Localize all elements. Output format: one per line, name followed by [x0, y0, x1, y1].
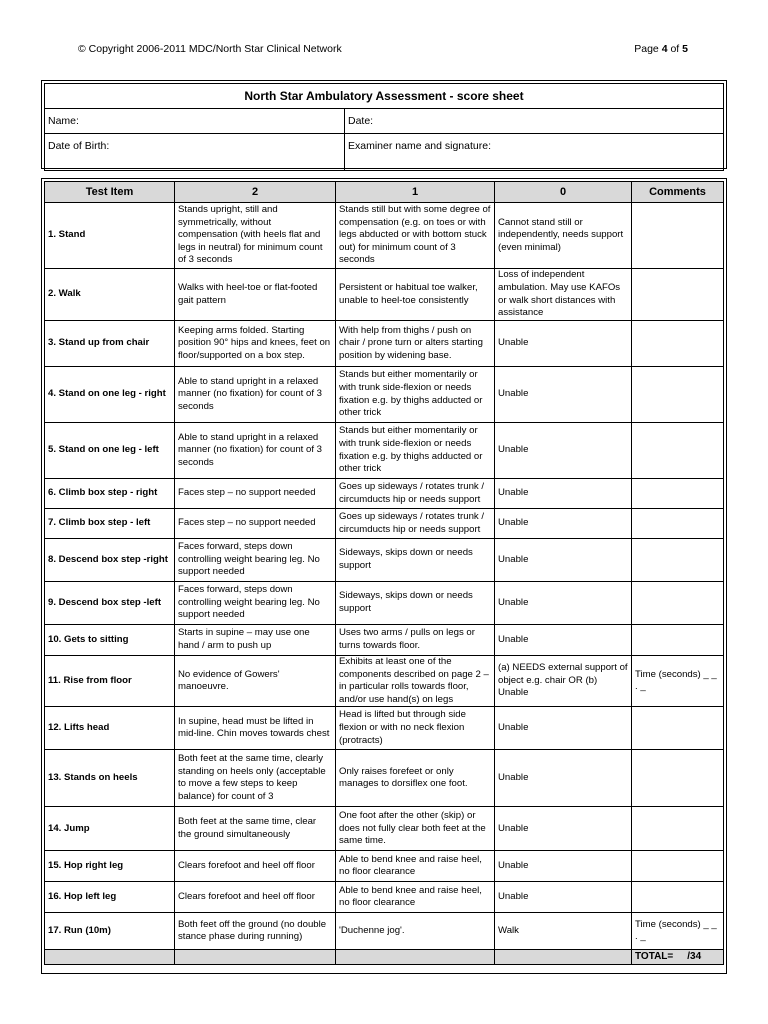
test-item-name: 13. Stands on heels [45, 750, 175, 807]
score-row [45, 321, 724, 367]
score-0-criteria[interactable]: Unable [495, 539, 632, 582]
total-blank [45, 950, 175, 965]
score-0-criteria[interactable]: Cannot stand still or independently, needs support (even minimal) [495, 203, 632, 269]
total-blank [336, 950, 495, 965]
score-2-criteria[interactable]: In supine, head must be lifted in mid-line. Chin moves towards chest [175, 707, 336, 750]
page-current: 4 [661, 43, 668, 55]
test-item-name: 1. Stand [45, 203, 175, 269]
score-row [45, 539, 724, 582]
score-1-criteria[interactable]: Head is lifted but through side flexion or with no neck flexion (protracts) [336, 707, 495, 750]
total-blank [175, 950, 336, 965]
score-2-criteria[interactable]: Faces forward, steps down controlling weight bearing leg. No support needed [175, 539, 336, 582]
total-score-cell[interactable] [632, 950, 724, 965]
score-0-criteria[interactable]: Unable [495, 807, 632, 851]
score-2-criteria[interactable]: Faces step – no support needed [175, 479, 336, 509]
score-1-criteria[interactable]: Goes up sideways / rotates trunk / circumducts hip or needs support [336, 509, 495, 539]
test-item-name: 4. Stand on one leg - right [45, 367, 175, 423]
test-item-name: 12. Lifts head [45, 707, 175, 750]
score-0-criteria[interactable]: Unable [495, 582, 632, 625]
score-1-criteria[interactable]: Able to bend knee and raise heel, no floor clearance [336, 851, 495, 882]
score-row [45, 707, 724, 750]
comments-cell[interactable] [632, 269, 724, 321]
score-1-criteria[interactable]: Sideways, skips down or needs support [336, 582, 495, 625]
total-value: /34 [687, 951, 702, 963]
test-item-name: 17. Run (10m) [45, 913, 175, 950]
comments-cell[interactable] [632, 625, 724, 656]
comments-cell[interactable]: Time (seconds) _ _ . _ [632, 913, 724, 950]
examiner-field[interactable]: Examiner name and signature: [345, 134, 724, 171]
score-row [45, 582, 724, 625]
test-item-name: 2. Walk [45, 269, 175, 321]
comments-cell[interactable] [632, 539, 724, 582]
score-2-criteria[interactable]: Both feet off the ground (no double stance phase during running) [175, 913, 336, 950]
info-table [44, 83, 724, 171]
test-item-name: 3. Stand up from chair [45, 321, 175, 367]
score-0-criteria[interactable]: Loss of independent ambulation. May use KAFOs or walk short distances with assistance [495, 269, 632, 321]
test-item-name: 5. Stand on one leg - left [45, 423, 175, 479]
score-1-criteria[interactable]: With help from thighs / push on chair / prone turn or alters starting position by widening base. [336, 321, 495, 367]
comments-cell[interactable] [632, 367, 724, 423]
score-0-criteria[interactable]: Walk [495, 913, 632, 950]
score-2-criteria[interactable]: No evidence of Gowers' manoeuvre. [175, 656, 336, 707]
comments-cell[interactable] [632, 203, 724, 269]
score-1-criteria[interactable]: Exhibits at least one of the components described on page 2 – in particular rolls towards floor, and/or use hand(s) on legs [336, 656, 495, 707]
score-box [41, 178, 727, 974]
score-1-criteria[interactable]: Only raises forefeet or only manages to dorsiflex one foot. [336, 750, 495, 807]
score-2-criteria[interactable]: Both feet at the same time, clear the ground simultaneously [175, 807, 336, 851]
score-0-criteria[interactable]: Unable [495, 625, 632, 656]
test-item-name: 11. Rise from floor [45, 656, 175, 707]
score-1-criteria[interactable]: Persistent or habitual toe walker, unable to heel-toe consistently [336, 269, 495, 321]
score-2-criteria[interactable]: Faces forward, steps down controlling weight bearing leg. No support needed [175, 582, 336, 625]
score-header-row [45, 182, 724, 203]
test-item-name: 10. Gets to sitting [45, 625, 175, 656]
page-prefix: Page [634, 43, 659, 55]
copyright-notice: © Copyright 2006-2011 MDC/North Star Clinical Network [78, 43, 342, 55]
score-1-criteria[interactable]: One foot after the other (skip) or does not fully clear both feet at the same time. [336, 807, 495, 851]
comments-cell[interactable] [632, 509, 724, 539]
score-row [45, 807, 724, 851]
score-row [45, 656, 724, 707]
score-2-criteria[interactable]: Clears forefoot and heel off floor [175, 882, 336, 913]
comments-cell[interactable] [632, 882, 724, 913]
header-score-1: 1 [336, 182, 495, 203]
score-2-criteria[interactable]: Able to stand upright in a relaxed manner (no fixation) for count of 3 seconds [175, 423, 336, 479]
test-item-name: 15. Hop right leg [45, 851, 175, 882]
test-item-name: 9. Descend box step -left [45, 582, 175, 625]
score-row [45, 509, 724, 539]
score-2-criteria[interactable]: Starts in supine – may use one hand / arm to push up [175, 625, 336, 656]
comments-cell[interactable] [632, 750, 724, 807]
header-score-0: 0 [495, 182, 632, 203]
score-2-criteria[interactable]: Faces step – no support needed [175, 509, 336, 539]
page-total: 5 [682, 43, 688, 55]
test-item-name: 16. Hop left leg [45, 882, 175, 913]
score-1-criteria[interactable]: Stands but either momentarily or with trunk side-flexion or needs fixation e.g. by thighs adducted or other trick [336, 423, 495, 479]
score-0-criteria[interactable]: Unable [495, 707, 632, 750]
header-test-item: Test Item [45, 182, 175, 203]
comments-cell[interactable] [632, 479, 724, 509]
score-2-criteria[interactable]: Both feet at the same time, clearly standing on heels only (acceptable to move a few steps to keep balance) for count of 3 [175, 750, 336, 807]
score-0-criteria[interactable]: Unable [495, 423, 632, 479]
score-2-criteria[interactable]: Walks with heel-toe or flat-footed gait pattern [175, 269, 336, 321]
score-0-criteria[interactable]: Unable [495, 509, 632, 539]
score-1-criteria[interactable]: Able to bend knee and raise heel, no floor clearance [336, 882, 495, 913]
score-2-criteria[interactable]: Clears forefoot and heel off floor [175, 851, 336, 882]
header-comments: Comments [632, 182, 724, 203]
score-0-criteria[interactable]: Unable [495, 321, 632, 367]
score-2-criteria[interactable]: Keeping arms folded. Starting position 90° hips and knees, feet on floor/supported on a box step. [175, 321, 336, 367]
score-row [45, 423, 724, 479]
score-1-criteria[interactable]: Sideways, skips down or needs support [336, 539, 495, 582]
comments-cell[interactable] [632, 321, 724, 367]
test-item-name: 7. Climb box step - left [45, 509, 175, 539]
score-row [45, 851, 724, 882]
score-row [45, 203, 724, 269]
score-1-criteria[interactable]: Stands but either momentarily or with trunk side-flexion or needs fixation e.g. by thighs adducted or other trick [336, 367, 495, 423]
score-table [44, 181, 724, 965]
date-field[interactable]: Date: [345, 109, 724, 134]
comments-cell[interactable]: Time (seconds) _ _ . _ [632, 656, 724, 707]
score-0-criteria[interactable]: Unable [495, 479, 632, 509]
score-1-criteria[interactable]: Goes up sideways / rotates trunk / circumducts hip or needs support [336, 479, 495, 509]
comments-cell[interactable] [632, 707, 724, 750]
total-row [45, 950, 724, 965]
score-row [45, 750, 724, 807]
test-item-name: 6. Climb box step - right [45, 479, 175, 509]
header-score-2: 2 [175, 182, 336, 203]
name-field[interactable]: Name: [45, 109, 345, 134]
info-box [41, 80, 727, 169]
score-1-criteria[interactable]: Uses two arms / pulls on legs or turns towards floor. [336, 625, 495, 656]
comments-cell[interactable] [632, 423, 724, 479]
score-row [45, 367, 724, 423]
score-row [45, 882, 724, 913]
score-2-criteria[interactable]: Able to stand upright in a relaxed manner (no fixation) for count of 3 seconds [175, 367, 336, 423]
score-0-criteria[interactable]: Unable [495, 367, 632, 423]
score-2-criteria[interactable]: Stands upright, still and symmetrically, without compensation (with heels flat and legs in neutral) for minimum count of 3 seconds [175, 203, 336, 269]
test-item-name: 14. Jump [45, 807, 175, 851]
page-number [634, 43, 688, 55]
comments-cell[interactable] [632, 807, 724, 851]
comments-cell[interactable] [632, 582, 724, 625]
score-sheet-title: North Star Ambulatory Assessment - score sheet [45, 84, 724, 109]
score-row [45, 913, 724, 950]
score-0-criteria[interactable]: Unable [495, 882, 632, 913]
score-row [45, 625, 724, 656]
total-blank [495, 950, 632, 965]
page-of: of [670, 43, 680, 55]
score-0-criteria[interactable]: Unable [495, 750, 632, 807]
total-label: TOTAL= [635, 951, 674, 963]
score-0-criteria[interactable]: (a) NEEDS external support of object e.g. chair OR (b) Unable [495, 656, 632, 707]
score-row [45, 269, 724, 321]
score-1-criteria[interactable]: Stands still but with some degree of compensation (e.g. on toes or with legs abducted or with bottom stuck out) for minimum count of 3 seconds [336, 203, 495, 269]
test-item-name: 8. Descend box step -right [45, 539, 175, 582]
score-row [45, 479, 724, 509]
date-of-birth-field[interactable]: Date of Birth: [45, 134, 345, 171]
score-0-criteria[interactable]: Unable [495, 851, 632, 882]
score-1-criteria[interactable]: 'Duchenne jog'. [336, 913, 495, 950]
comments-cell[interactable] [632, 851, 724, 882]
